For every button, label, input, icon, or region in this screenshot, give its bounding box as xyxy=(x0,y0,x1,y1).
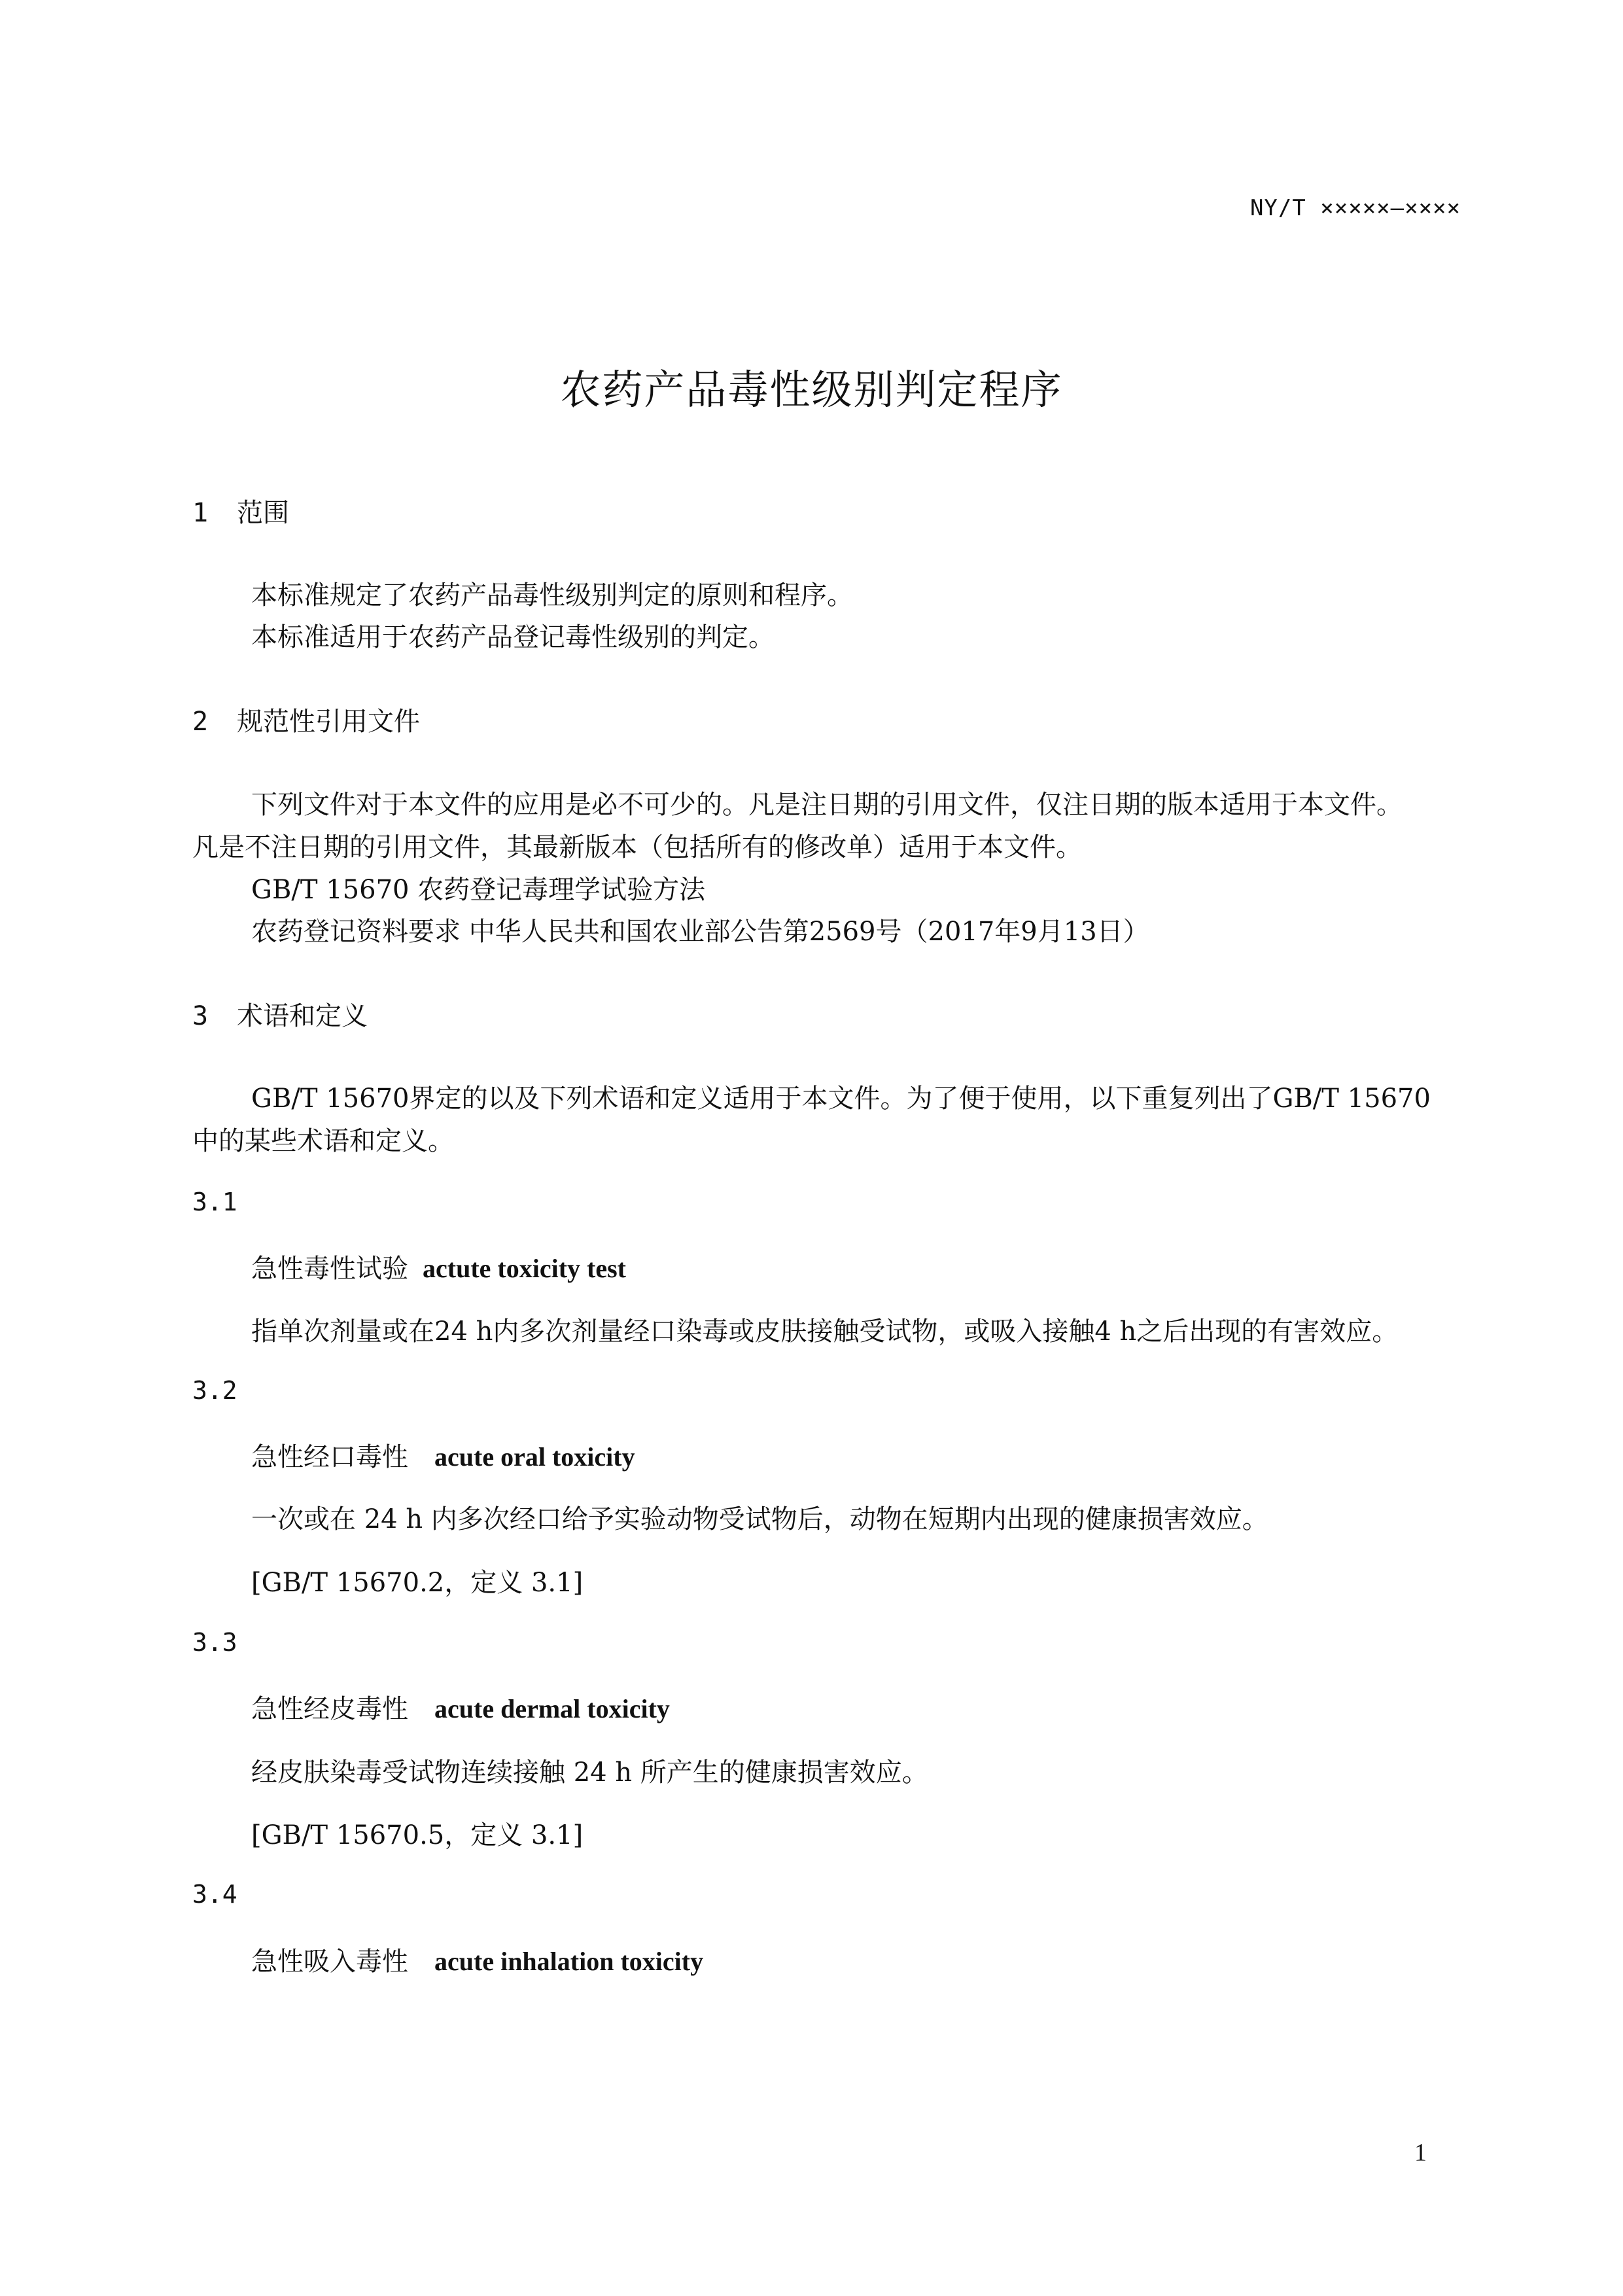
source-reference: [GB/T 15670.5， xyxy=(251,1820,471,1850)
paragraph: 本标准规定了农药产品毒性级别判定的原则和程序。 xyxy=(251,580,853,610)
section-number: 2 xyxy=(192,707,209,737)
source-clause: 3.1] xyxy=(523,1568,584,1598)
section-number: 3 xyxy=(192,1001,209,1031)
source-clause: 3.1] xyxy=(523,1820,584,1850)
term-definition: 指单次剂量或在24 h内多次剂量经口染毒或皮肤接触受试物，或吸入接触4 h之后出现的有害效应。 xyxy=(251,1316,1399,1347)
term-entry xyxy=(251,1941,703,1978)
term-source xyxy=(251,1814,583,1852)
term-chinese: 急性吸入毒性 xyxy=(251,1947,408,1977)
paragraph: GB/T 15670界定的以及下列术语和定义适用于本文件。为了便于使用，以下重复列出了GB/T 15670 xyxy=(251,1084,1431,1114)
document-title: 农药产品毒性级别判定程序 xyxy=(560,366,1063,414)
clause-number: 3.3 xyxy=(192,1628,237,1657)
clause-number: 3.1 xyxy=(192,1188,237,1216)
section-1-heading xyxy=(192,492,289,529)
term-english: acute inhalation toxicity xyxy=(434,1947,704,1976)
source-label: 定义 xyxy=(470,1820,523,1850)
normative-reference: 农药登记资料要求 中华人民共和国农业部公告第2569号（2017年9月13日） xyxy=(251,917,1149,947)
source-label: 定义 xyxy=(470,1568,523,1598)
section-number: 1 xyxy=(192,498,209,528)
clause-number: 3.4 xyxy=(192,1880,237,1909)
term-english: acute dermal toxicity xyxy=(434,1694,670,1723)
term-definition: 一次或在 24 h 内多次经口给予实验动物受试物后，动物在短期内出现的健康损害效应。 xyxy=(251,1504,1268,1534)
term-english: acute oral toxicity xyxy=(434,1442,635,1472)
clause-number: 3.2 xyxy=(192,1376,237,1405)
section-title: 范围 xyxy=(237,498,289,528)
term-entry xyxy=(251,1688,670,1725)
paragraph: 本标准适用于农药产品登记毒性级别的判定。 xyxy=(251,622,775,652)
term-chinese: 急性毒性试验 xyxy=(251,1254,408,1284)
term-definition: 经皮肤染毒受试物连续接触 24 h 所产生的健康损害效应。 xyxy=(251,1757,928,1788)
paragraph: 下列文件对于本文件的应用是必不可少的。凡是注日期的引用文件，仅注日期的版本适用于本文件。 xyxy=(251,790,1403,820)
paragraph: 中的某些术语和定义。 xyxy=(192,1126,454,1156)
page-number: 1 xyxy=(1414,2139,1427,2166)
section-title: 规范性引用文件 xyxy=(237,707,420,737)
source-reference: [GB/T 15670.2， xyxy=(251,1568,471,1598)
normative-reference: GB/T 15670 农药登记毒理学试验方法 xyxy=(251,875,706,905)
term-english: actute toxicity test xyxy=(423,1254,626,1283)
term-source xyxy=(251,1562,583,1599)
term-entry xyxy=(251,1436,635,1474)
term-chinese: 急性经口毒性 xyxy=(251,1442,408,1472)
section-2-heading xyxy=(192,701,420,738)
section-title: 术语和定义 xyxy=(237,1001,368,1031)
term-chinese: 急性经皮毒性 xyxy=(251,1694,408,1724)
section-3-heading xyxy=(192,995,368,1033)
term-entry xyxy=(251,1248,626,1285)
standard-code: NY/T ×××××—×××× xyxy=(1249,195,1461,221)
paragraph: 凡是不注日期的引用文件，其最新版本（包括所有的修改单）适用于本文件。 xyxy=(192,832,1082,862)
